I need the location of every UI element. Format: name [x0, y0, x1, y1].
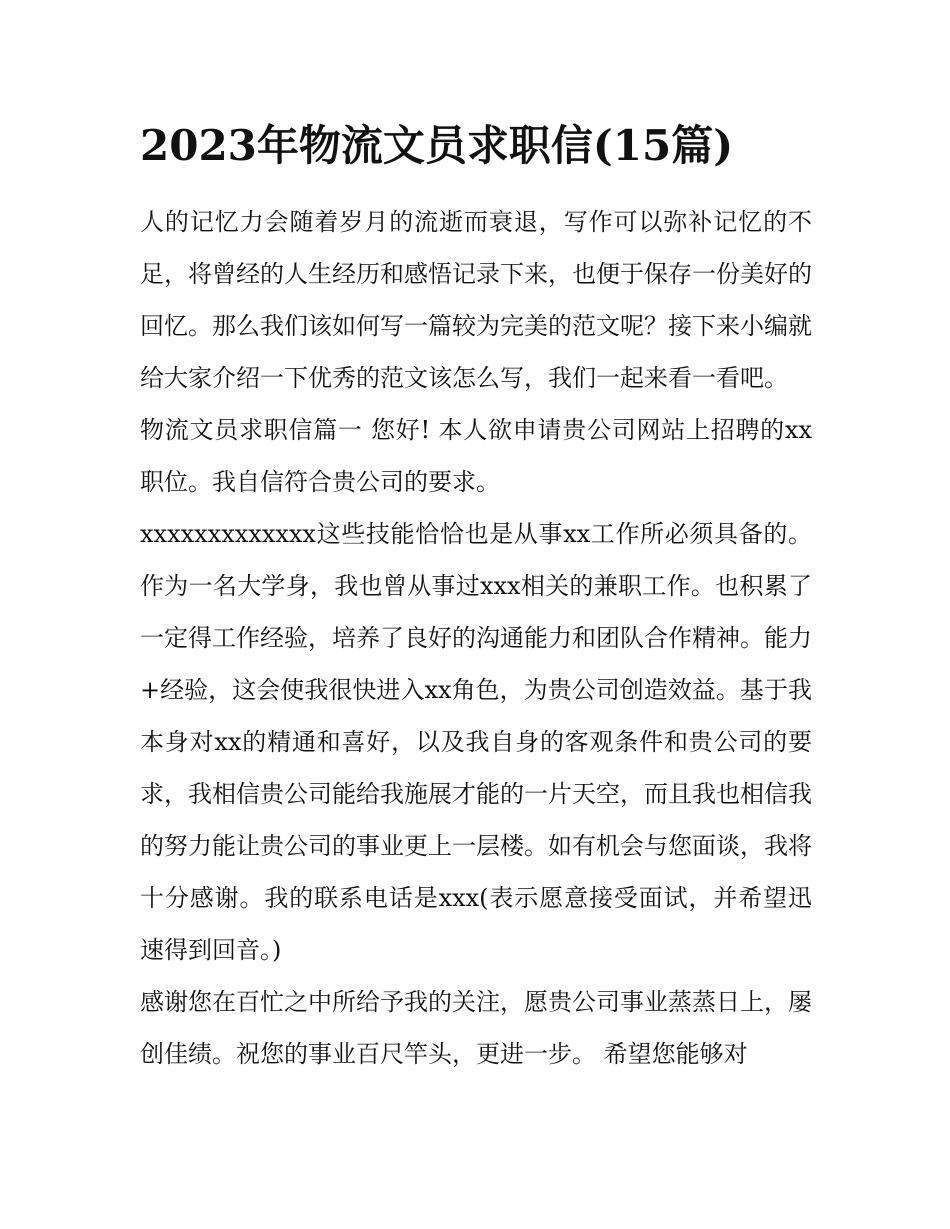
document-body — [140, 196, 812, 1080]
intro-paragraph: 人的记忆力会随着岁月的流逝而衰退，写作可以弥补记忆的不足，将曾经的人生经历和感悟记录下来，也便于保存一份美好的回忆。那么我们该如何写一篇较为完美的范文呢？接下来小编就给大家介绍一下优秀的范文该怎么写，我们一起来看一看吧。 — [140, 208, 812, 392]
document-title: 2023年物流文员求职信(15篇) — [140, 121, 734, 170]
letter-opening-paragraph: 物流文员求职信篇一 您好! 本人欲申请贵公司网站上招聘的xx职位。我自信符合贵公司的要求。 — [140, 416, 812, 496]
letter-closing-paragraph: 感谢您在百忙之中所给予我的关注，愿贵公司事业蒸蒸日上，屡创佳绩。祝您的事业百尺竿头，更进一步。 希望您能够对 — [140, 988, 812, 1068]
letter-body-paragraph: xxxxxxxxxxxxx这些技能恰恰也是从事xx工作所必须具备的。作为一名大学身，我也曾从事过xxx相关的兼职工作。也积累了一定得工作经验，培养了良好的沟通能力和团队合作精神。能力+经验，这会使我很快进入xx角色，为贵公司创造效益。基于我本身对xx的精通和喜好，以及我自身的客观条件和贵公司的要求，我相信贵公司能给我施展才能的一片天空，而且我也相信我的努力能让贵公司的事业更上一层楼。如有机会与您面谈，我将十分感谢。我的联系电话是xxx(表示愿意接受面试，并希望迅速得到回音。) — [140, 520, 812, 964]
